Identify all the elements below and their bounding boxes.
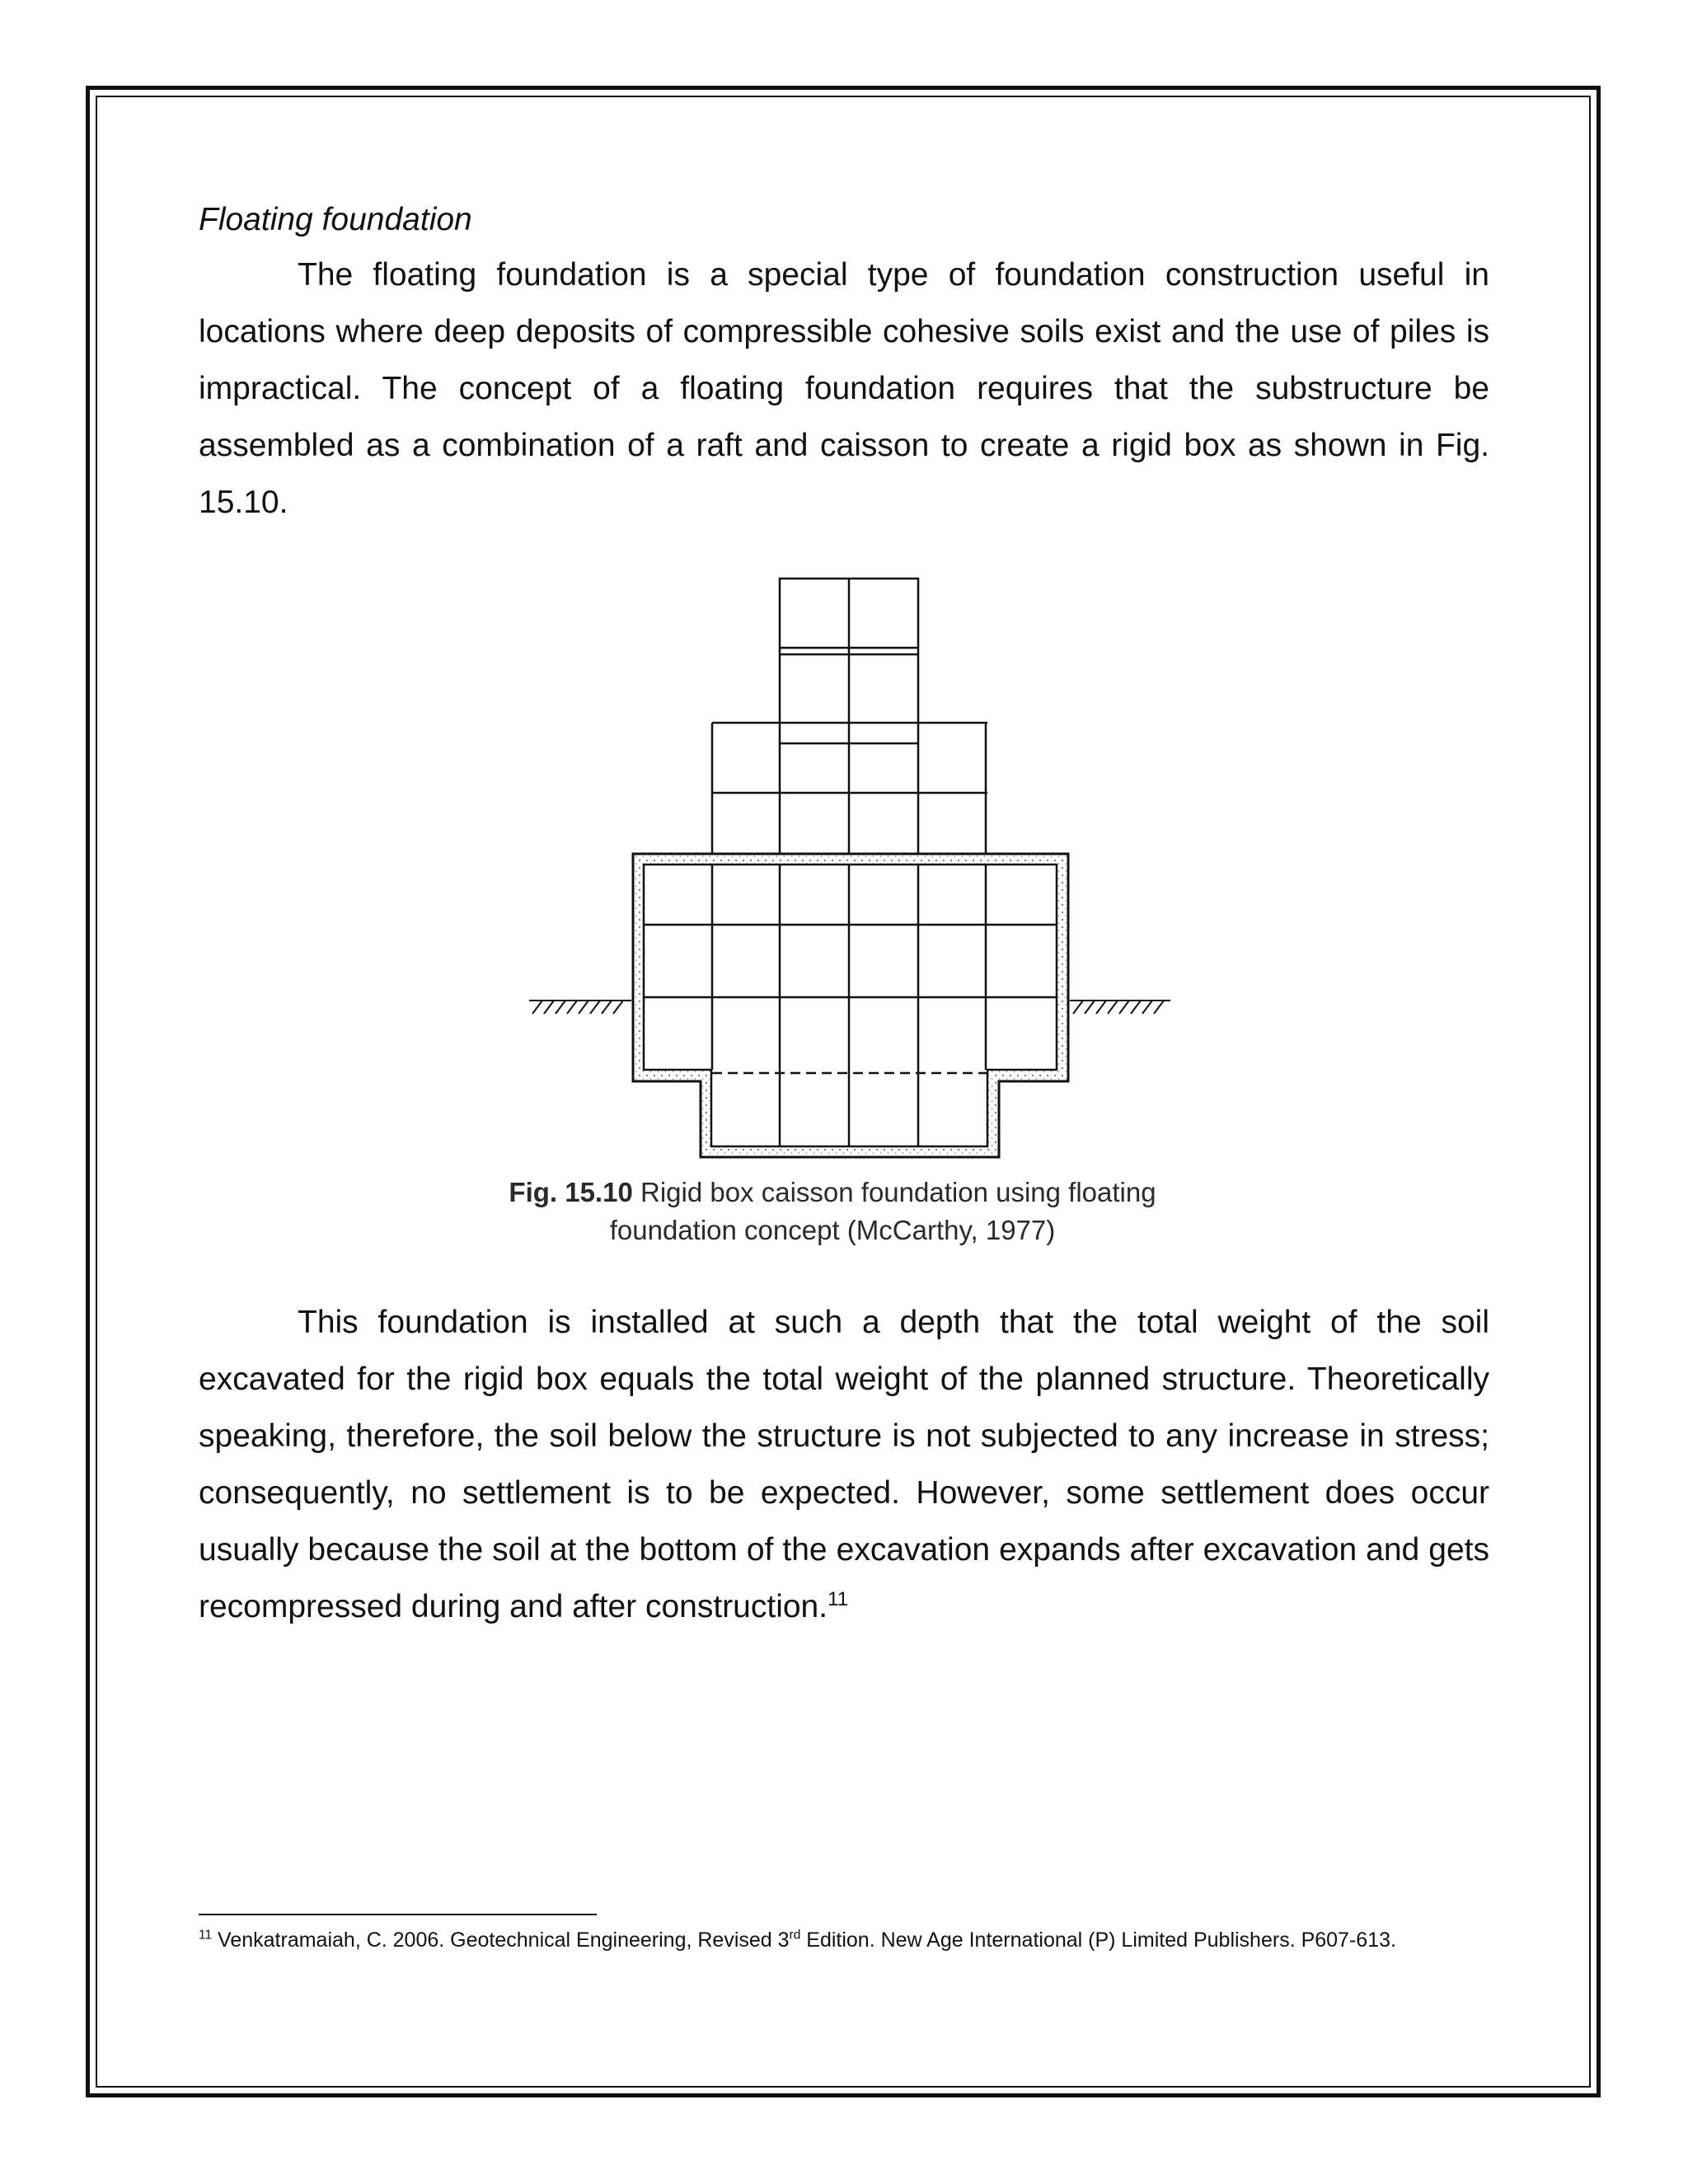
paragraph-explanation-text: This foundation is installed at such a depth that the total weight of the soil excavated for the rigid box equals the total weight of the planned structure. Theoretically speaking, therefore, the soil below the structure is not subjected to any increase in stress; consequently, no settlement is to be expected. However, some settlement does occur usually because the soil at the bottom of the excavation expands after excavation and gets recompressed during and after construction. xyxy=(199,1305,1489,1624)
footnote-text-before: Venkatramaiah, C. 2006. Geotechnical Engineering, Revised 3 xyxy=(218,1929,790,1952)
paragraph-explanation xyxy=(199,1294,1489,1635)
superstructure-tower xyxy=(780,579,918,743)
rigid-box-caisson xyxy=(633,854,1068,1157)
floating-foundation-figure xyxy=(519,569,1179,1162)
footnote-separator xyxy=(199,1914,597,1915)
caption-line-2: foundation concept (McCarthy, 1977) xyxy=(609,1215,1056,1245)
ground-surface-left xyxy=(529,1001,631,1014)
footnote-number: 11 xyxy=(199,1928,213,1943)
section-heading: Floating foundation xyxy=(199,202,472,237)
footnote-reference[interactable]: 11 xyxy=(828,1588,849,1610)
caption-line-1: Rigid box caisson foundation using floating xyxy=(640,1177,1156,1207)
ground-surface-right xyxy=(1070,1001,1170,1014)
footnote xyxy=(199,1925,1517,1955)
figure-caption xyxy=(462,1174,1203,1249)
footnote-ordinal: rd xyxy=(789,1928,801,1943)
paragraph-intro: The floating foundation is a special type of foundation construction useful in locations where deep deposits of compressible cohesive soils exist and the use of piles is impractical. The concept of a floating foundation requires that the substructure be assembled as a combination of a raft and caisson to create a rigid box as shown in Fig. 15.10. xyxy=(199,257,1489,520)
footnote-text-after: Edition. New Age International (P) Limited Publishers. P607-613. xyxy=(800,1929,1396,1952)
caption-number: Fig. 15.10 xyxy=(509,1177,633,1207)
